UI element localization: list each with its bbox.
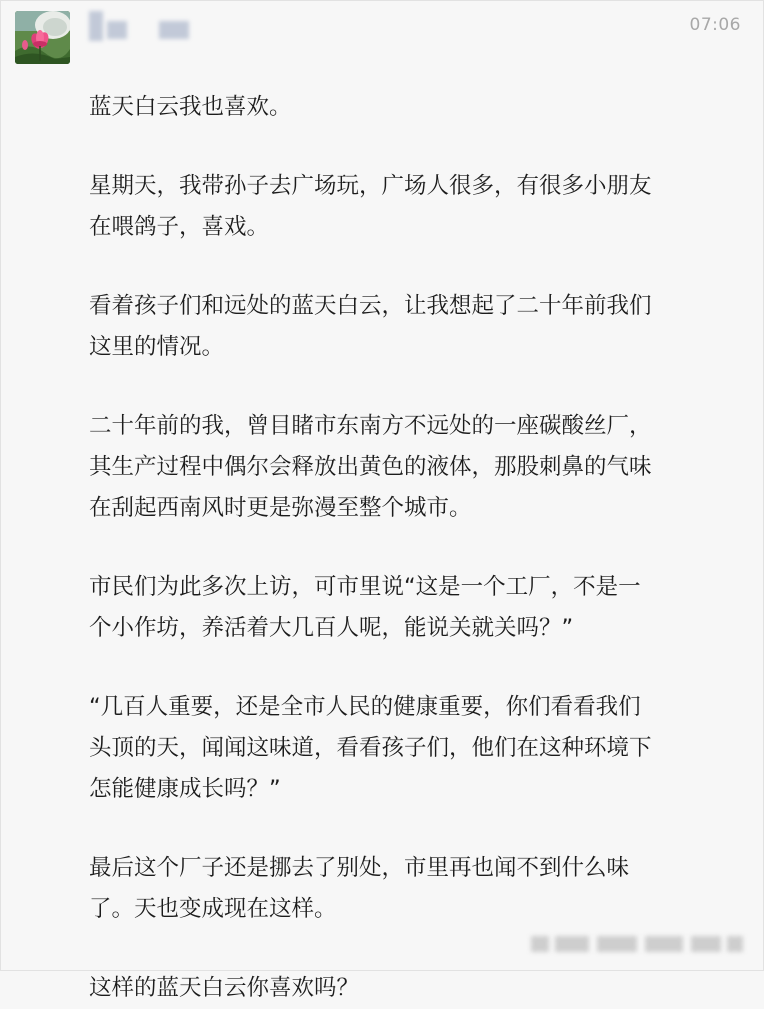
post-paragraph: 星期天，我带孙子去广场玩，广场人很多，有很多小朋友 在喂鸽子，喜戏。 [89, 173, 652, 240]
post-paragraph: 蓝天白云我也喜欢。 [89, 94, 292, 120]
redacted-username[interactable] [85, 9, 205, 43]
post-paragraph: 市民们为此多次上访，可市里说“这是一个工厂，不是一 个小作坊，养活着大几百人呢，能说关就关吗？” [89, 574, 641, 641]
post-timestamp: 07:06 [689, 15, 741, 35]
lotus-flower-avatar-icon[interactable] [15, 11, 70, 64]
post-paragraph: 看着孩子们和远处的蓝天白云，让我想起了二十年前我们 这里的情况。 [89, 293, 652, 360]
post-text [89, 87, 749, 1009]
post-paragraph: 最后这个厂子还是挪去了别处，市里再也闻不到什么味 了。天也变成现在这样。 [89, 855, 630, 922]
post-paragraph: 二十年前的我，曾目睹市东南方不远处的一座碳酸丝厂， 其生产过程中偶尔会释放出黄色的液体，那股刺鼻的气味 在刮起西南风时更是弥漫至整个城市。 [89, 413, 652, 521]
avatar-image [15, 11, 70, 64]
post-paragraph: “几百人重要，还是全市人民的健康重要，你们看看我们 头顶的天，闻闻这味道，看看孩子们，他们在这种环境下 怎能健康成长吗？” [89, 694, 652, 802]
post-paragraph: 这样的蓝天白云你喜欢吗？ [89, 975, 360, 1001]
redacted-watermark [531, 931, 746, 957]
